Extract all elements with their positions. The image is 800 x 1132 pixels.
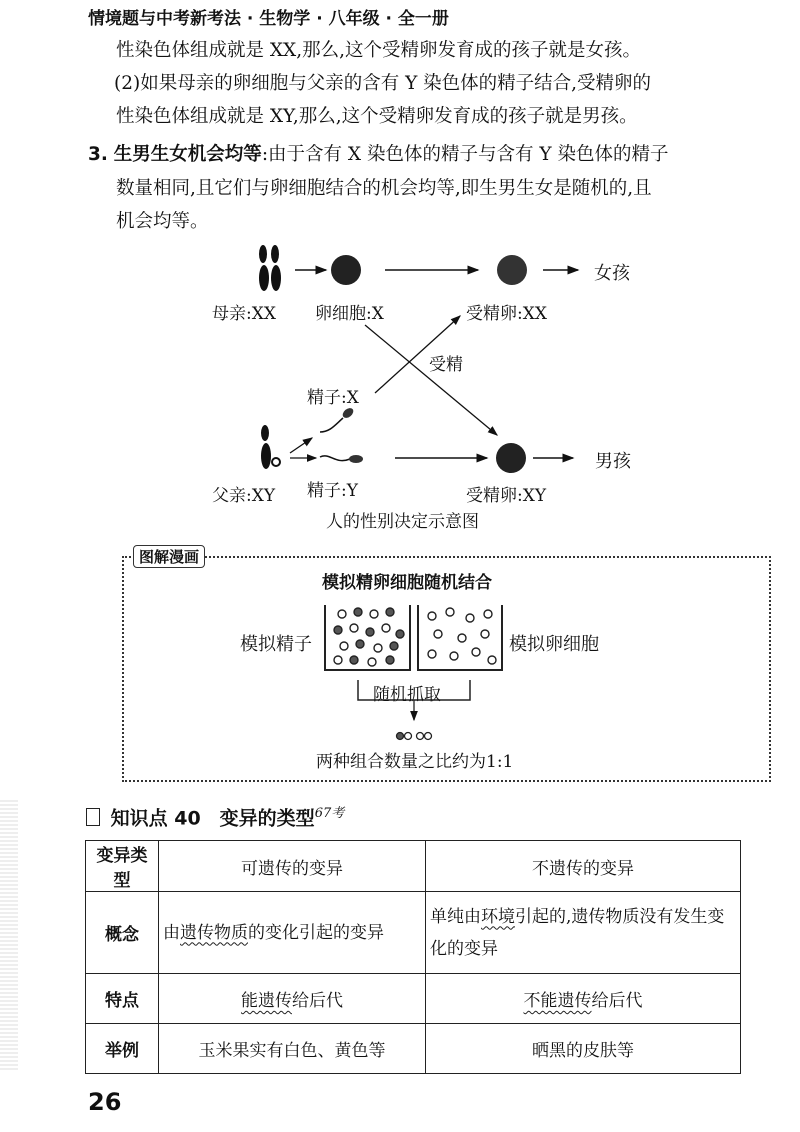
table-header: 变异类型 — [86, 841, 159, 892]
cell-text: 由 — [163, 922, 180, 943]
father-chromosomes-icon — [261, 425, 280, 469]
table-cell: 玉米果实有白色、黄色等 — [159, 1024, 426, 1074]
emphasis-text: 不能遗传 — [523, 991, 592, 1011]
cell-text: 引起的,遗传物质没有发生变化的变异 — [430, 906, 725, 959]
illustration-tag: 图解漫画 — [133, 545, 205, 568]
father-label: 父亲:XY — [212, 486, 276, 506]
table-header: 不遗传的变异 — [426, 841, 741, 892]
cell-text: 的变化引起的变异 — [248, 922, 384, 943]
zygote-xx-icon — [497, 255, 527, 285]
section-title: 知识点 40 变异的类型 — [110, 807, 315, 830]
running-header: 情境题与中考新考法 · 生物学 · 八年级 · 全一册 — [88, 9, 449, 29]
zygote-xy-label: 受精卵:XY — [466, 486, 547, 506]
mother-chromosomes-icon — [259, 245, 281, 291]
table-cell — [159, 974, 426, 1024]
cell-text: 给后代 — [292, 991, 343, 1011]
point-text: :由于含有 X 染色体的精子与含有 Y 染色体的精子 — [261, 144, 669, 165]
emphasis-text: 环境 — [481, 906, 515, 927]
diagram-caption: 人的性别决定示意图 — [326, 512, 479, 532]
cell-text: 给后代 — [591, 991, 643, 1011]
sperm-x-label: 精子:X — [307, 388, 359, 408]
paragraph-line: 性染色体组成就是 XX,那么,这个受精卵发育成的孩子就是女孩。 — [116, 40, 641, 61]
row-label: 特点 — [86, 974, 159, 1024]
zygote-xx-label: 受精卵:XX — [466, 304, 547, 324]
ratio-result: 两种组合数量之比约为1:1 — [316, 752, 514, 772]
illustration-title: 模拟精卵细胞随机结合 — [322, 573, 492, 593]
row-label: 概念 — [86, 892, 159, 974]
sperm-model-label: 模拟精子 — [240, 634, 312, 655]
combination-beads-icon — [397, 733, 432, 740]
mother-label: 母亲:XX — [212, 304, 276, 324]
paragraph-line: 机会均等。 — [116, 211, 209, 232]
table-cell — [426, 974, 741, 1024]
table-row — [86, 974, 741, 1024]
paragraph-line: 性染色体组成就是 XY,那么,这个受精卵发育成的孩子就是男孩。 — [116, 106, 638, 127]
clipboard-icon — [86, 808, 100, 826]
point-number: 3. — [88, 144, 108, 165]
egg-model-label: 模拟卵细胞 — [509, 634, 599, 655]
cell-text: 单纯由 — [430, 906, 481, 927]
sex-determination-diagram — [0, 0, 800, 540]
table-cell: 晒黑的皮肤等 — [426, 1024, 741, 1074]
table-cell — [159, 892, 426, 974]
egg-cell-icon — [331, 255, 361, 285]
table-row — [86, 892, 741, 974]
boy-label: 男孩 — [595, 451, 631, 472]
sperm-beads-icon — [334, 608, 404, 666]
zygote-xy-icon — [496, 443, 526, 473]
emphasis-text: 能遗传 — [241, 991, 292, 1011]
paragraph-line: 数量相同,且它们与卵细胞结合的机会均等,即生男生女是随机的,且 — [116, 178, 652, 199]
section-heading — [86, 802, 344, 830]
girl-label: 女孩 — [594, 263, 630, 284]
random-draw-label: 随机抓取 — [373, 685, 441, 705]
table-row — [86, 841, 741, 892]
sperm-y-label: 精子:Y — [307, 481, 358, 501]
point-title: 生男生女机会均等 — [113, 144, 262, 165]
fertilization-label: 受精 — [429, 355, 463, 375]
variation-types-table — [85, 840, 741, 1074]
egg-beads-icon — [428, 608, 496, 664]
exam-count: 67考 — [314, 806, 345, 821]
egg-label: 卵细胞:X — [315, 304, 384, 324]
row-label: 举例 — [86, 1024, 159, 1074]
sperm-x-icon — [320, 406, 355, 432]
random-draw-illustration — [320, 600, 510, 745]
table-cell — [426, 892, 741, 974]
table-row — [86, 1024, 741, 1074]
sperm-y-icon — [320, 455, 363, 463]
scan-edge-artifact — [0, 800, 18, 1070]
page-number: 26 — [88, 1088, 122, 1116]
table-header: 可遗传的变异 — [159, 841, 426, 892]
emphasis-text: 遗传物质 — [180, 922, 248, 943]
paragraph-line: (2)如果母亲的卵细胞与父亲的含有 Y 染色体的精子结合,受精卵的 — [114, 73, 652, 94]
